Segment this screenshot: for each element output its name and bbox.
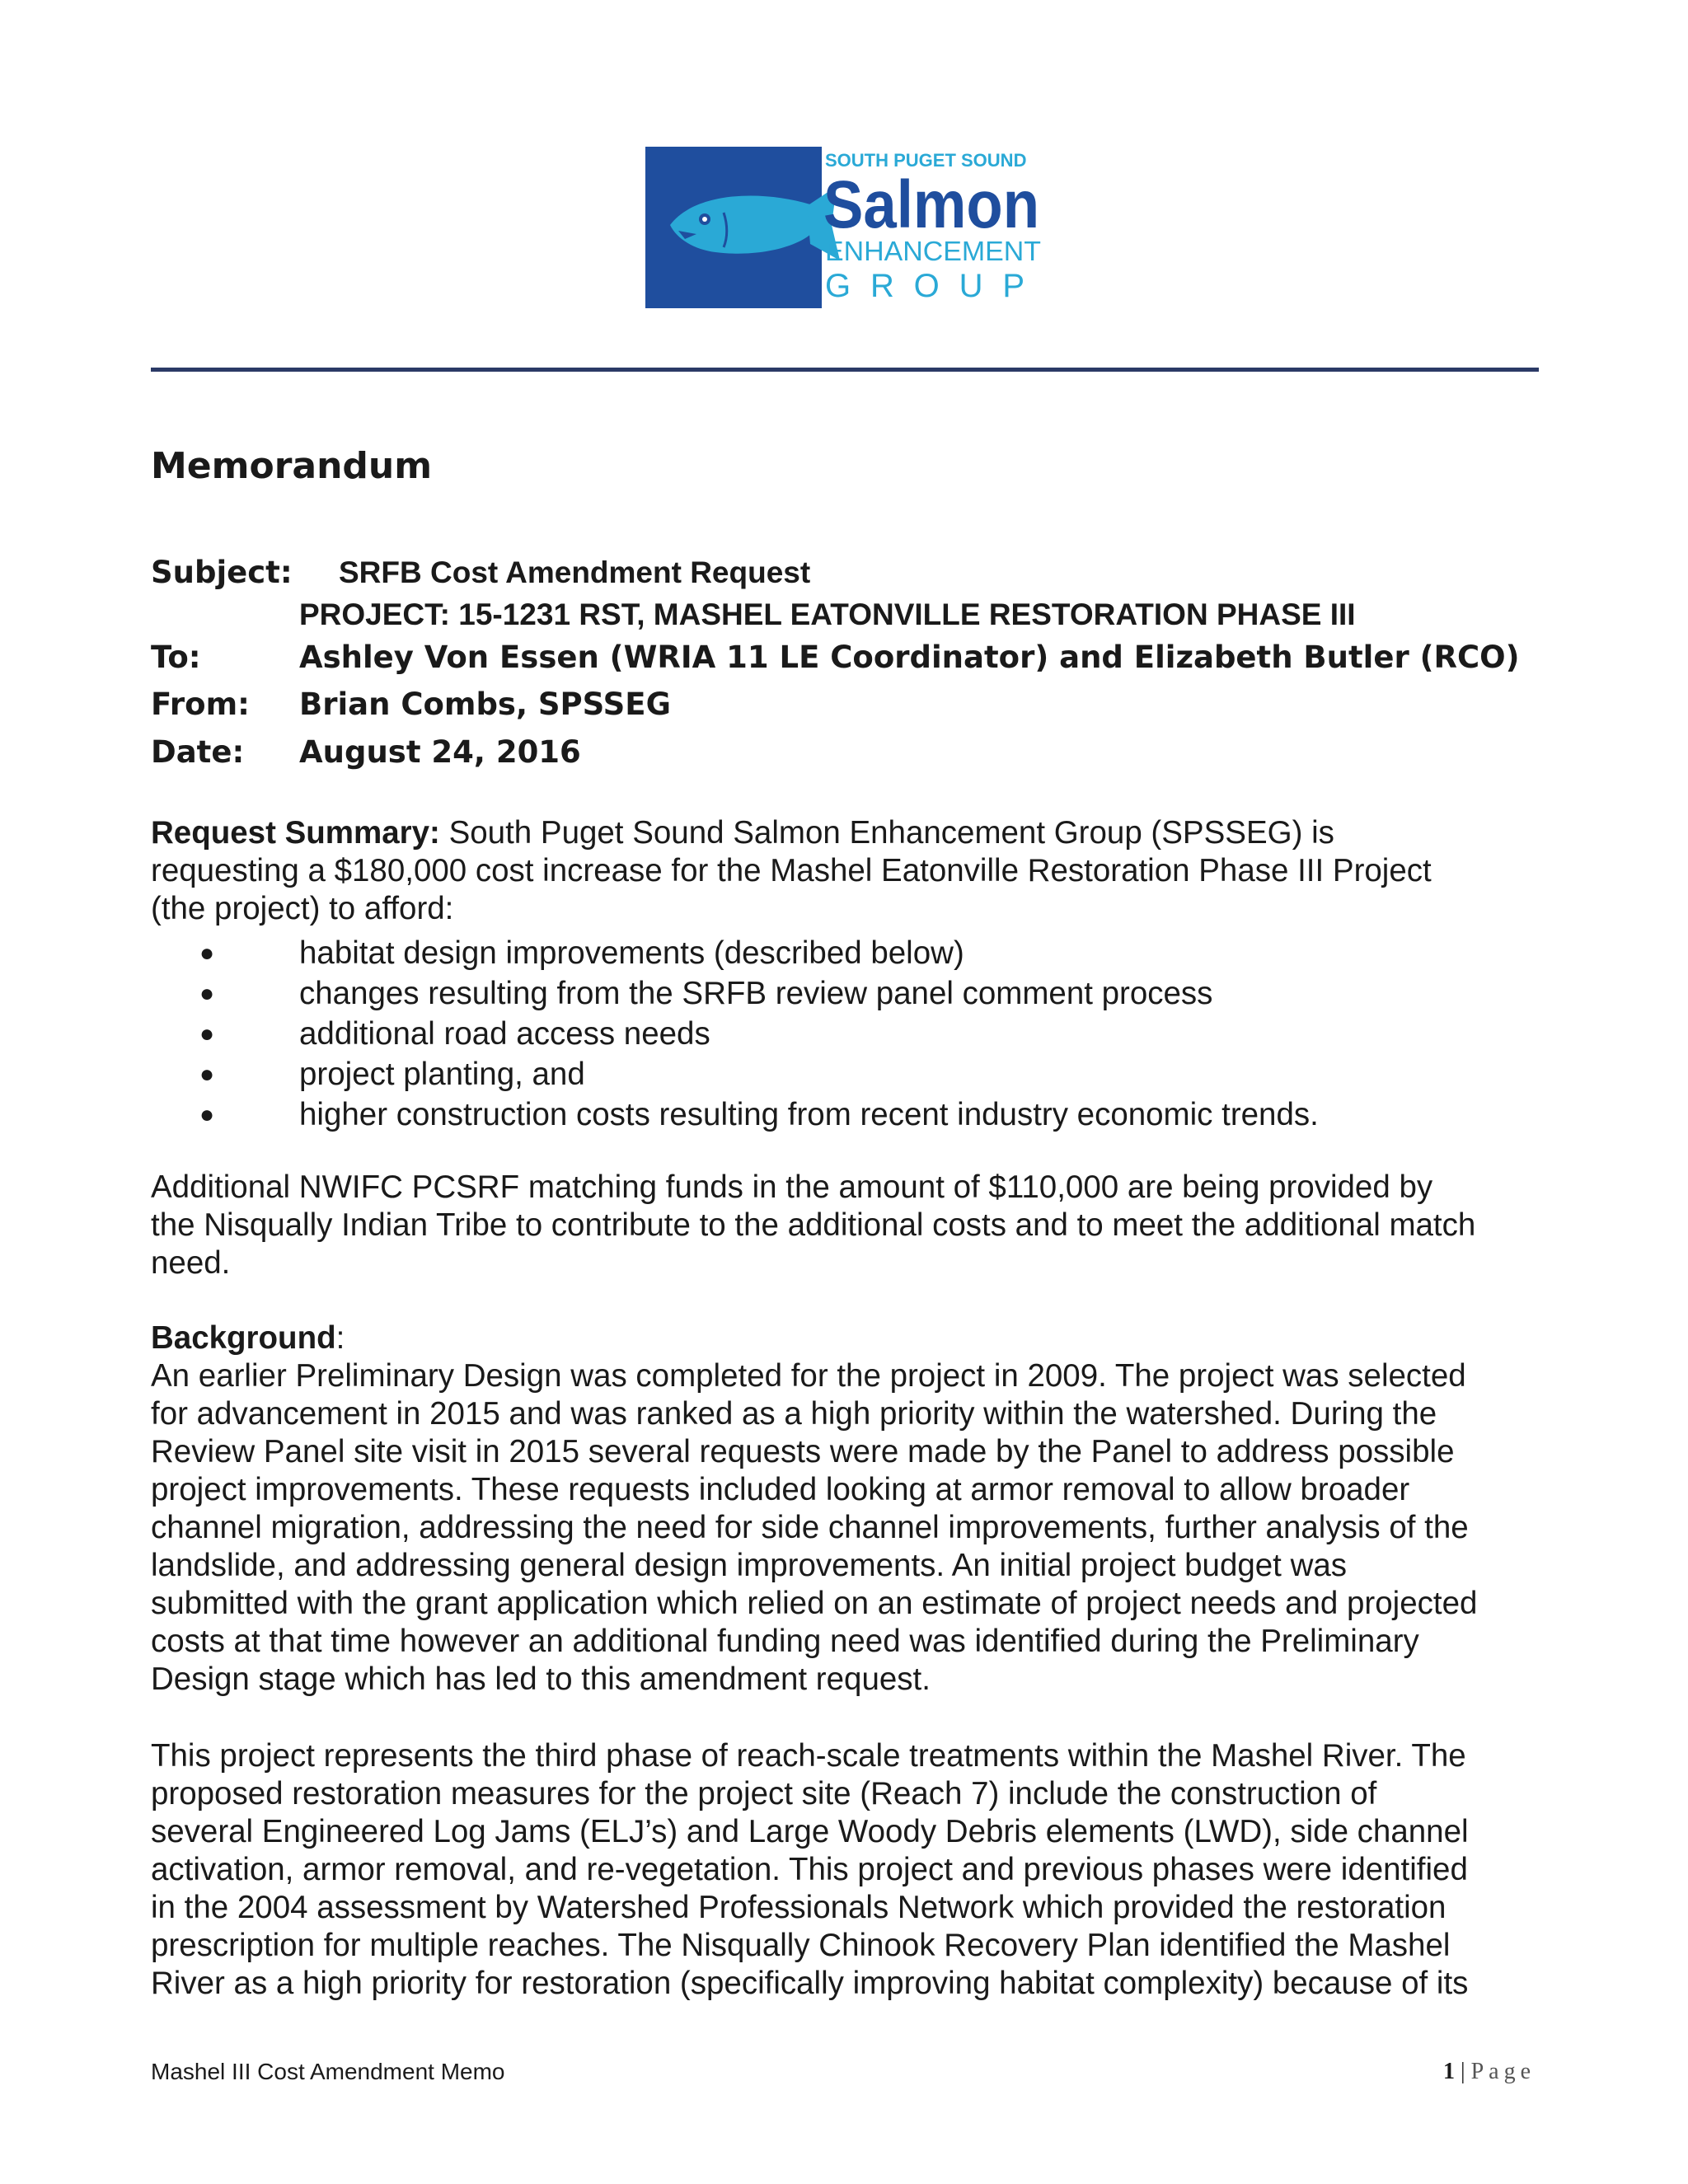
from-label: From: [151,687,250,722]
page-separator: | [1460,2059,1465,2084]
date-label: Date: [151,734,245,770]
bullet-icon: ● [199,940,215,967]
from-value: Brian Combs, SPSSEG [299,687,671,722]
logo-line-1: SOUTH PUGET SOUND [825,150,1027,171]
memo-title: Memorandum [151,445,433,487]
summary-line: requesting a $180,000 cost increase for the Mashel Eatonville Restoration Phase III Project [151,853,1432,888]
project-value: PROJECT: 15-1231 RST, MASHEL EATONVILLE RESTORATION PHASE III [299,598,1356,631]
bullet-icon: ● [199,980,215,1007]
background-heading: Background: [151,1320,345,1356]
date-value: August 24, 2016 [299,734,581,770]
page-number: 1 [1442,2059,1455,2084]
to-value: Ashley Von Essen (WRIA 11 LE Coordinator) and Elizabeth Butler (RCO) [299,640,1520,675]
to-label: To: [151,640,201,675]
logo-line-4: GROUP [825,268,1041,304]
logo-line-2: Salmon [823,167,1039,242]
footer-page [1443,2059,1536,2085]
subject-value: SRFB Cost Amendment Request [339,555,811,589]
footer-title: Mashel III Cost Amendment Memo [151,2059,505,2084]
page-word: Page [1470,2059,1536,2084]
summary-line: (the project) to afford: [151,891,454,926]
summary-line: Request Summary: South Puget Sound Salmon Enhancement Group (SPSSEG) is [151,815,1334,851]
background-section: Background: An earlier Preliminary Design was completed for the project in 2009. The project was selected for advancement in 2015 and was ranked as a high priority within the watershed. During the Review Panel site visit in 2015 several requests were made by the Panel to address possible project improvements. These requests included looking at armor removal to allow broader channel migration, addressing the need for side channel improvements, further analysis of the landslide, and addressing general design improvements. An initial project budget was submitted with the grant application which relied on an estimate of project needs and projected costs at that time however an additional funding need was identified during the Preliminary Design stage which has led to this amendment request. [151,1319,1544,1699]
bullet-icon: ● [199,1020,215,1047]
logo-line-3: ENHANCEMENT [825,236,1041,266]
bullet-icon: ● [199,1061,215,1088]
bullet-icon: ● [199,1101,215,1128]
matching-funds-paragraph: Additional NWIFC PCSRF matching funds in the amount of $110,000 are being provided by the Nisqually Indian Tribe to contribute to the additional costs and to meet the additional match need. [151,1169,1476,1281]
phase-paragraph: This project represents the third phase of reach-scale treatments within the Mashel River. The proposed restoration measures for the project site (Reach 7) include the construction of several Engineered Log Jams (ELJ’s) and Large Woody Debris elements (LWD), side channel activation, armor removal, and re-vegetation. This project and previous phases were identified in the 2004 assessment by Watershed Professionals Network which provided the restoration prescription for multiple reaches. The Nisqually Chinook Recovery Plan identified the Mashel River as a high priority for restoration (specifically improving habitat complexity) because of its [151,1738,1469,2001]
request-summary [151,814,1544,928]
spsseg-logo [645,147,1044,308]
subject-label: Subject: [151,555,293,590]
summary-label: Request Summary: [151,815,440,851]
header-divider [151,368,1539,372]
